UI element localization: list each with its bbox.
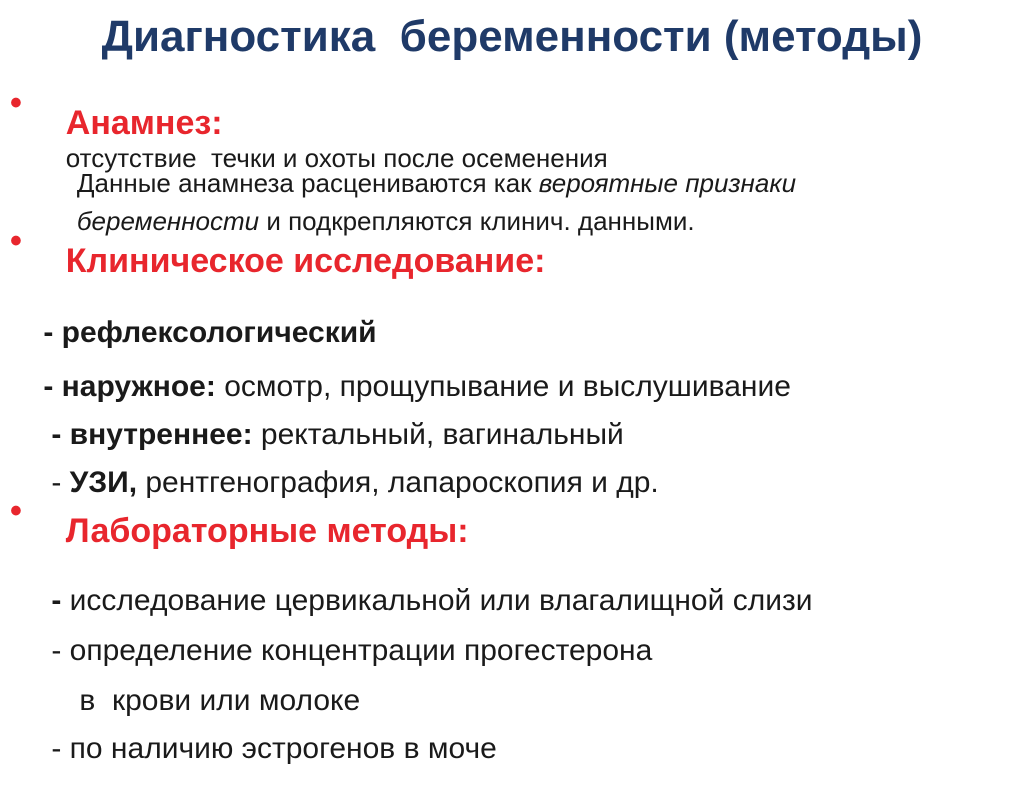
anamnesis-text-2b: вероятные признаки <box>538 168 797 198</box>
clinical-item-3-label: внутреннее: <box>69 418 253 451</box>
lab-item-1-text: исследование цервикальной или влагалищной слизи <box>69 584 813 617</box>
lab-item-3-text: в крови или молоке <box>79 684 361 717</box>
anamnesis-text-3b: и подкрепляются клинич. данными. <box>259 206 695 236</box>
lab-item-4 <box>18 698 497 800</box>
slide-title: Диагностика беременности (методы) <box>101 12 923 61</box>
clinical-item-1-dash: - <box>43 316 62 349</box>
clinical-item-4-rest: рентгенография, лапароскопия и др. <box>137 466 659 499</box>
anamnesis-text-3a: беременности <box>76 206 260 236</box>
lab-item-2-dash: - <box>51 634 70 667</box>
clinical-item-2-rest: осмотр, прощупывание и выслушивание <box>215 370 791 403</box>
anamnesis-text-1: отсутствие течки и охоты после осеменения <box>65 143 608 173</box>
clinical-item-2-dash: - <box>43 370 62 403</box>
lab-heading: Лабораторные методы: <box>65 512 469 550</box>
clinical-item-3-dash: - <box>51 418 70 451</box>
lab-item-2-text: определение концентрации прогестерона <box>69 634 653 667</box>
lab-item-1-dash: - <box>51 584 70 617</box>
clinical-item-1-label: рефлексологический <box>61 316 377 349</box>
clinical-heading: Клиническое исследование: <box>65 242 546 280</box>
clinical-item-4-dash: - <box>51 466 70 499</box>
anamnesis-heading: Анамнез: <box>65 104 223 142</box>
bullet-anamnesis: • <box>10 84 22 122</box>
anamnesis-text-2a: Данные анамнеза расцениваются как <box>76 168 539 198</box>
clinical-item-4-label: УЗИ, <box>69 466 138 499</box>
clinical-item-2-label: наружное: <box>61 370 216 403</box>
lab-item-4-dash: - <box>51 732 70 765</box>
lab-item-4-text: по наличию эстрогенов в моче <box>69 732 497 765</box>
clinical-item-3-rest: ректальный, вагинальный <box>252 418 624 451</box>
bullet-clinical: • <box>10 222 22 260</box>
bullet-lab: • <box>10 492 22 530</box>
